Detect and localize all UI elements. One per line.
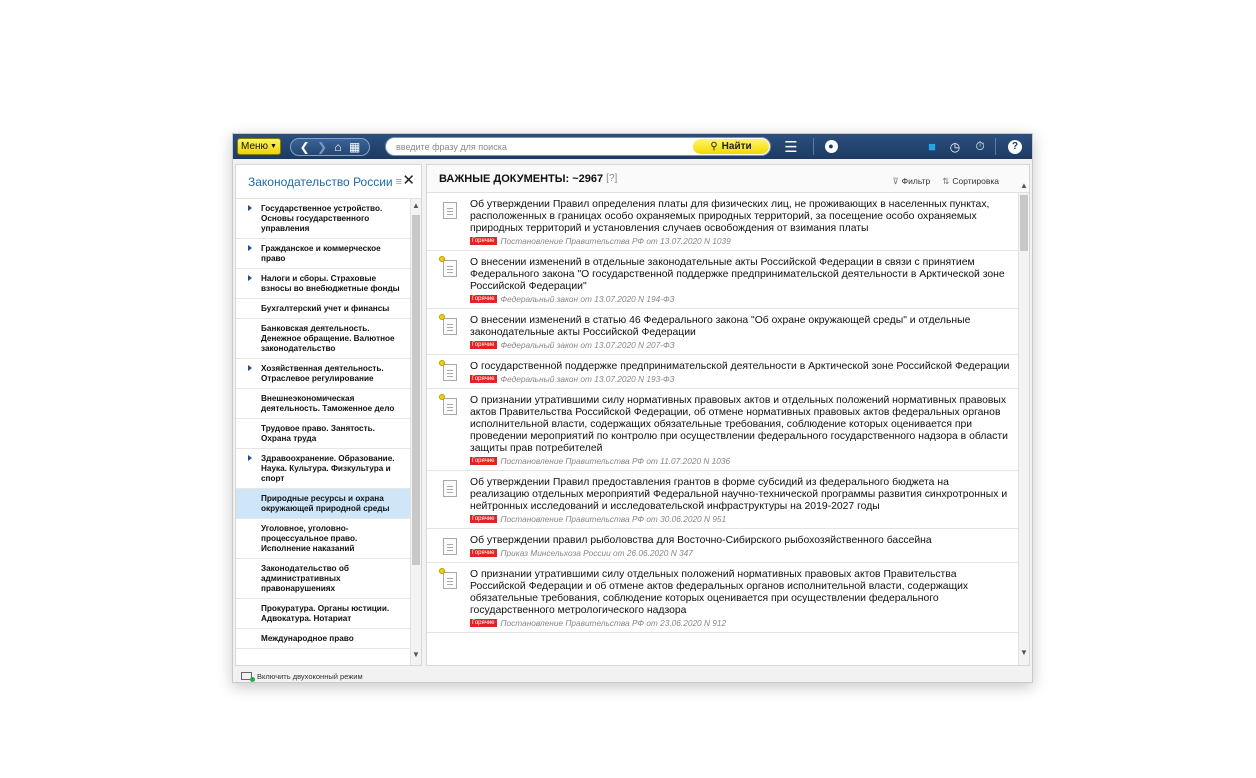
two-window-toggle[interactable]: Включить двухоконный режим (257, 671, 363, 681)
hot-badge: Горячие (472, 376, 495, 382)
scroll-down-icon[interactable]: ▼ (1020, 648, 1028, 657)
tree-item[interactable] (236, 449, 411, 489)
user-icon[interactable]: ● (821, 134, 841, 159)
document-item[interactable] (427, 193, 1019, 251)
document-meta (470, 340, 1011, 350)
document-title[interactable]: О государственной поддержке предпринимательской деятельности в Арктической зоне Российской Федерации (470, 361, 1010, 372)
grid-icon[interactable]: ▦ (348, 139, 361, 154)
tree-item-label: Трудовое право. Занятость. Охрана труда (261, 424, 375, 443)
document-icon (443, 398, 457, 415)
menu-button-label: Меню (241, 141, 269, 152)
documents-panel (426, 164, 1030, 666)
legislation-tree (236, 199, 411, 665)
document-meta (470, 514, 1011, 524)
back-icon[interactable]: ❮ (299, 139, 310, 154)
tree-item[interactable] (236, 239, 411, 269)
document-meta (470, 618, 1011, 628)
filter-button[interactable] (892, 176, 930, 187)
document-title[interactable]: О признании утратившими силу нормативных правовых актов и отдельных положений нормативных правовых актов Правительства Российской Федерации, об отмене нормативных правовых актов федеральных органов исполнительной власти, содержащих обязательные требования, соблюдение которых оценивается при проведении мероприятий по контролю при осуществлении федерального государственного надзора в области защиты прав потребителей (470, 395, 1008, 454)
document-meta (470, 548, 1011, 558)
warning-icon (439, 256, 445, 262)
document-title[interactable]: Об утверждении правил рыболовства для Восточно-Сибирского рыбохозяйственного бассейна (470, 535, 932, 546)
documents-list (427, 193, 1019, 665)
tree-item-label: Внешнеэкономическая деятельность. Таможенное дело (261, 394, 395, 413)
hot-badge: Горячие (472, 296, 495, 302)
scroll-up-icon[interactable]: ▲ (412, 201, 420, 210)
warning-icon (439, 314, 445, 320)
menu-button[interactable] (237, 138, 281, 155)
tree-item-label: Уголовное, уголовно-процессуальное право. Исполнение наказаний (261, 524, 358, 553)
tree-item[interactable] (236, 299, 411, 319)
tree-item[interactable] (236, 319, 411, 359)
tree-item-label: Гражданское и коммерческое право (261, 244, 381, 263)
clock-icon[interactable]: ◷ (949, 139, 961, 154)
tree-item[interactable] (236, 519, 411, 559)
expand-arrow-icon[interactable] (248, 275, 252, 281)
hot-badge: Горячие (472, 516, 495, 522)
tree-item[interactable] (236, 599, 411, 629)
close-icon[interactable]: ✕ (402, 172, 415, 189)
tree-item[interactable] (236, 269, 411, 299)
folder-icon[interactable]: ■ (928, 139, 936, 154)
tree-item[interactable] (236, 389, 411, 419)
scroll-thumb[interactable] (1020, 195, 1028, 251)
document-item[interactable] (427, 471, 1019, 529)
document-source: Федеральный закон от 13.07.2020 N 193-ФЗ (500, 374, 675, 384)
sort-icon: ⇅ (942, 176, 950, 186)
tree-item-label: Природные ресурсы и охрана окружающей природной среды (261, 494, 390, 513)
two-window-icon[interactable] (241, 672, 252, 680)
toolbar-divider (813, 138, 814, 155)
scroll-up-icon[interactable]: ▲ (1020, 181, 1028, 190)
tree-item[interactable] (236, 199, 411, 239)
legislation-header (236, 165, 421, 199)
tree-item-label: Налоги и сборы. Страховые взносы во внебюджетные фонды (261, 274, 400, 293)
document-source: Постановление Правительства РФ от 23.06.2020 N 912 (500, 618, 727, 628)
toolbar (233, 134, 1032, 159)
document-icon (443, 364, 457, 381)
tree-item-label: Государственное устройство. Основы государственного управления (261, 204, 383, 233)
list-icon[interactable]: ≡ (395, 175, 403, 188)
document-source: Постановление Правительства РФ от 30.06.2020 N 951 (500, 514, 727, 524)
search-icon: ⚲ (710, 141, 718, 152)
nav-group (290, 138, 370, 156)
document-icon (443, 318, 457, 335)
tree-item-label: Здравоохранение. Образование. Наука. Культура. Физкультура и спорт (261, 454, 395, 483)
tree-item-label: Банковская деятельность. Денежное обращение. Валютное законодательство (261, 324, 395, 353)
forward-icon[interactable]: ❯ (317, 139, 328, 154)
document-item[interactable] (427, 251, 1019, 309)
documents-title: ВАЖНЫЕ ДОКУМЕНТЫ: ~2967 (439, 172, 604, 185)
document-source: Постановление Правительства РФ от 13.07.2020 N 1039 (500, 236, 731, 246)
document-title[interactable]: О внесении изменений в отдельные законодательные акты Российской Федерации в связи с принятием Федерального закона "О государственной поддержке предпринимательской деятельности в Арктической зоне Российской Федерации" (470, 257, 1005, 292)
expand-arrow-icon[interactable] (248, 365, 252, 371)
timer-icon[interactable]: ⏱ (975, 139, 985, 153)
help-link[interactable]: [?] (606, 173, 618, 184)
scroll-thumb[interactable] (412, 215, 420, 565)
tree-item-label: Законодательство об административных правонарушениях (261, 564, 349, 593)
warning-icon (439, 394, 445, 400)
document-title[interactable]: О признании утратившими силу отдельных положений нормативных правовых актов Правительства Российской Федерации и об отмене актов федеральных органов исполнительной власти, содержащих обязательные требования, соблюдение которых оценивается при осуществлении федерального государственного метрологического надзора (470, 569, 969, 616)
tree-item-label: Бухгалтерский учет и финансы (261, 304, 390, 313)
document-icon (443, 480, 457, 497)
hot-badge: Горячие (472, 550, 495, 556)
filter-icon: ⊽ (892, 176, 899, 186)
app-window (232, 133, 1033, 683)
tree-item-label: Прокуратура. Органы юстиции. Адвокатура. Нотариат (261, 604, 390, 623)
document-meta (470, 456, 1011, 466)
search-input[interactable] (386, 142, 686, 152)
document-item[interactable] (427, 309, 1019, 355)
home-icon[interactable]: ⌂ (334, 139, 342, 154)
document-source: Приказ Минсельхоза России от 26.06.2020 N 347 (500, 548, 693, 558)
document-meta (470, 236, 1011, 246)
sort-label: Сортировка (952, 176, 999, 186)
document-icon (443, 202, 457, 219)
legislation-title[interactable]: Законодательство России (248, 174, 393, 189)
document-meta (470, 374, 1011, 384)
document-icon (443, 572, 457, 589)
document-source: Постановление Правительства РФ от 11.07.2020 N 1036 (500, 456, 731, 466)
document-item[interactable] (427, 563, 1019, 633)
document-icon (443, 538, 457, 555)
warning-icon (439, 568, 445, 574)
left-scrollbar[interactable] (410, 199, 421, 665)
warning-icon (439, 360, 445, 366)
expand-arrow-icon[interactable] (248, 205, 252, 211)
expand-arrow-icon[interactable] (248, 455, 252, 461)
document-item[interactable] (427, 355, 1019, 389)
scroll-down-icon[interactable]: ▼ (412, 650, 420, 659)
hot-badge: Горячие (472, 620, 495, 626)
document-item[interactable] (427, 389, 1019, 471)
document-title[interactable]: Об утверждении Правил предоставления грантов в форме субсидий из федерального бюджета на реализацию отдельных мероприятий Федеральной научно-технической программы развития синхротронных и нейтронных исследований и исследовательской инфраструктуры на 2019-2027 годы (470, 477, 1008, 512)
tree-item[interactable] (236, 489, 411, 519)
document-title[interactable]: О внесении изменений в статью 46 Федерального закона "Об охране окружающей среды" и отдельные законодательные акты Российской Федерации (470, 315, 971, 338)
help-icon[interactable]: ? (1005, 134, 1025, 159)
documents-header (427, 165, 1029, 193)
tree-item[interactable] (236, 629, 411, 649)
document-icon (443, 260, 457, 277)
document-meta (470, 294, 1011, 304)
hamburger-icon[interactable]: ☰ (784, 138, 798, 156)
find-button[interactable] (693, 139, 769, 154)
hot-badge: Горячие (472, 458, 495, 464)
search-box (385, 137, 771, 156)
document-item[interactable] (427, 529, 1019, 563)
status-bar (233, 669, 1032, 683)
document-title[interactable]: Об утверждении Правил определения платы для физических лиц, не проживающих в населенных пунктах, расположенных в границах особо охраняемых природных территорий, за посещение особо охраняемых природных территорий и установления случаев освобождения от взимания платы (470, 199, 990, 234)
sort-button[interactable] (942, 176, 999, 187)
filter-label: Фильтр (901, 176, 931, 186)
find-button-label: Найти (721, 141, 752, 152)
document-source: Федеральный закон от 13.07.2020 N 207-ФЗ (500, 340, 675, 350)
hot-badge: Горячие (472, 238, 495, 244)
expand-arrow-icon[interactable] (248, 245, 252, 251)
tree-item-label: Хозяйственная деятельность. Отраслевое регулирование (261, 364, 384, 383)
documents-tools (892, 176, 999, 187)
right-scrollbar[interactable] (1018, 181, 1029, 665)
toolbar-divider (995, 138, 996, 155)
tree-item[interactable] (236, 419, 411, 449)
tree-item[interactable] (236, 559, 411, 599)
hot-badge: Горячие (472, 342, 495, 348)
tree-item[interactable] (236, 359, 411, 389)
chevron-down-icon: ▼ (270, 143, 277, 150)
legislation-panel (235, 164, 422, 666)
tree-item-label: Международное право (261, 634, 354, 643)
document-source: Федеральный закон от 13.07.2020 N 194-ФЗ (500, 294, 675, 304)
